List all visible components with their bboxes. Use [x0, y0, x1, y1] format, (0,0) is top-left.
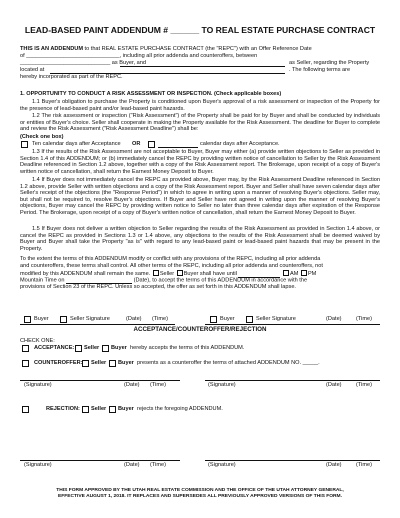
intro-line-5: hereby incorporated as part of the REPC.: [20, 74, 123, 80]
conflict-text-3: modified by this ADDENDUM shall remain the same.: [20, 271, 151, 277]
paragraph-1-3: 1.3 If the results of the Risk Assessment are not acceptable to Buyer, Buyer may either (a) provide written objections to Seller as provided in Section 1.4 of this ADDENDUM; or (b) immediately cancel the REPC by providing written notice of cancellation to Seller by the Risk Assessment Deadline referenced in Section 1.2 above, together with a copy of the Risk Assessment report. The Brokerage, upon receipt of a copy of Buyer's written notice of cancellation, shall return the Earnest Money Deposit to Buyer.: [20, 149, 380, 175]
sig-time-right: (Time): [356, 316, 372, 322]
rejection-buyer-checkbox[interactable]: [109, 406, 116, 413]
intro-located-label: located at: [20, 67, 45, 73]
acceptance-checkbox[interactable]: [22, 345, 29, 352]
offer-buyer-checkbox[interactable]: [177, 270, 183, 276]
offer-signature-line-left[interactable]: [20, 324, 175, 325]
sig-buyer-label-left: Buyer: [34, 316, 49, 322]
mountain-time-label: Mountain Time on: [20, 277, 65, 284]
intro-buyer-line: _____________________________ as Buyer, and: [20, 60, 146, 66]
sig-seller-signature-right: Seller Signature: [256, 316, 296, 322]
conflict-line-4: [20, 277, 307, 284]
conflict-line-5: provisions of Section 23 of the REPC. Unless so accepted, the offer as set forth in this ADDENDUM shall lapse.: [20, 284, 296, 290]
conflict-text-4: (Date), to accept the terms of this ADDENDUM in accordance with the: [133, 277, 308, 284]
deadline-custom-checkbox[interactable]: [148, 141, 155, 148]
deadline-custom-label: calendar days after Acceptance.: [200, 141, 280, 147]
rej-time-right: (Time): [356, 462, 372, 468]
acceptance-label: ACCEPTANCE:: [34, 345, 75, 351]
offer-seller-checkbox[interactable]: [153, 270, 159, 276]
counteroffer-buyer-label: Buyer: [118, 360, 134, 366]
seller-name-field[interactable]: [120, 66, 285, 67]
check-one-label: (Check one box): [20, 134, 64, 140]
acceptance-buyer-checkbox[interactable]: [102, 345, 109, 352]
offer-date-field[interactable]: [66, 277, 132, 284]
pm-checkbox[interactable]: [301, 270, 307, 276]
intro-seller-label: as Seller, regarding the Property: [289, 60, 370, 66]
rejection-signature-line-left[interactable]: [20, 460, 180, 461]
conflict-line-1: To the extent the terms of this ADDENDUM modify or conflict with any provisions of the REPC, including all prior addenda: [20, 256, 321, 262]
co-time-right: (Time): [356, 382, 372, 388]
sig-buyer-checkbox-left[interactable]: [24, 316, 31, 323]
intro-line-1: [20, 46, 312, 53]
footer-line-2: EFFECTIVE AUGUST 1, 2018. IT REPLACES AND SUPERSEDES ALL PREVIOUSLY APPROVED VERSIONS OF THIS FORM.: [58, 494, 342, 499]
rej-signature-right: (Signature): [208, 462, 236, 468]
rej-date-left: (Date): [124, 462, 140, 468]
offer-seller-label: Seller: [159, 271, 175, 277]
sig-buyer-label-right: Buyer: [220, 316, 235, 322]
offer-deadline-text: Buyer shall have until: [183, 271, 237, 277]
am-label: AM: [290, 271, 299, 277]
sig-seller-checkbox-left[interactable]: [60, 316, 67, 323]
rejection-signature-line-right[interactable]: [205, 460, 380, 461]
pm-label: PM: [307, 271, 317, 277]
rej-date-right: (Date): [326, 462, 342, 468]
deadline-ten-days-label: Ten calendar days after Acceptance: [32, 141, 121, 147]
co-time-left: (Time): [150, 382, 166, 388]
acceptance-buyer-label: Buyer: [111, 345, 127, 351]
sig-seller-checkbox-right[interactable]: [246, 316, 253, 323]
counteroffer-checkbox[interactable]: [22, 360, 29, 367]
co-signature-right: (Signature): [208, 382, 236, 388]
rej-signature-left: (Signature): [24, 462, 52, 468]
acceptance-seller-checkbox[interactable]: [75, 345, 82, 352]
deadline-ten-days-checkbox[interactable]: [21, 141, 28, 148]
intro-lead: THIS IS AN ADDENDUM: [20, 46, 83, 52]
counteroffer-seller-label: Seller: [91, 360, 107, 366]
rej-time-left: (Time): [150, 462, 166, 468]
acceptance-heading: ACCEPTANCE/COUNTEROFFER/REJECTION: [133, 326, 267, 333]
counteroffer-signature-line-left[interactable]: [20, 380, 180, 381]
deadline-days-field[interactable]: [158, 147, 198, 148]
counteroffer-signature-line-right[interactable]: [205, 380, 380, 381]
paragraph-1-2: 1.2 The risk assessment or inspection ("Risk Assessment") of the Property shall be paid for by Buyer and shall be conducted by individuals or entities of Buyer's choice. Seller shall cooperate in making the Property available for the Risk Assessment. The deadline for Buyer to complete and review the Risk Assessment ("Risk Assessment Deadline") shall be:: [20, 113, 380, 133]
sig-date-right: (Date): [326, 316, 342, 322]
rejection-label: REJECTION:: [46, 406, 80, 412]
counteroffer-seller-checkbox[interactable]: [82, 360, 89, 367]
acceptance-seller-label: Seller: [84, 345, 100, 351]
counteroffer-text: presents as a counteroffer the terms of attached ADDENDUM NO. _____.: [137, 360, 320, 366]
sig-seller-signature-left: Seller Signature: [70, 316, 110, 322]
rejection-text: rejects the foregoing ADDENDUM.: [137, 406, 223, 412]
intro-line-2: of ______________________________, including all prior addenda and counteroffers, between: [20, 53, 258, 59]
co-signature-left: (Signature): [24, 382, 52, 388]
rejection-seller-checkbox[interactable]: [82, 406, 89, 413]
counteroffer-label: COUNTEROFFER:: [34, 360, 83, 366]
check-one-choice-label: CHECK ONE:: [20, 338, 55, 344]
paragraph-1-4: 1.4 If Buyer does not immediately cancel the REPC as provided above, Buyer may, by the Risk Assessment Deadline referenced in Section 1.2 above, provide Seller with written objections and a copy of the Risk Assessment report. Buyer and Seller shall have seven calendar days after Seller's receipt of the objections (the "Response Period") in which to agree in writing upon a manner of resolving Buyer's objections. Seller may, but shall not be required to, resolve Buyer's objections. If Buyer and Seller have not agreed in writing upon the manner of resolving Buyer's objections, Buyer may cancel the REPC by providing written notice to Seller no later than three calendar days after expiration of the Response Period. The Brokerage, upon receipt of a copy of Buyer's written notice of cancellation, shall return the Earnest Money Deposit to Buyer.: [20, 177, 380, 216]
rejection-checkbox[interactable]: [22, 406, 29, 413]
counteroffer-buyer-checkbox[interactable]: [109, 360, 116, 367]
paragraph-1-1: 1.1 Buyer's obligation to purchase the Property is conditioned upon Buyer's approval of a risk assessment or inspection of the Property for the presence of lead-based paint and/or lead-based paint hazards.: [20, 99, 380, 112]
am-checkbox[interactable]: [283, 270, 289, 276]
sig-date-left: (Date): [126, 316, 142, 322]
co-date-left: (Date): [124, 382, 140, 388]
rejection-buyer-label: Buyer: [118, 406, 134, 412]
paragraph-1-5: 1.5 If Buyer does not deliver a written objection to Seller regarding the results of the Risk Assessment as provided in Section 1.4 above, or cancel the REPC as provided in Sections 1.3 or 1.4 above, any objections to the results of the Risk Assessment shall be deemed waived by Buyer and Buyer shall take the Property "as is" with regard to any lead-based paint or lead-based paint hazards that may be present in the Property.: [20, 226, 380, 252]
footer-line-1: THIS FORM APPROVED BY THE UTAH REAL ESTATE COMMISSION AND THE OFFICE OF THE UTAH ATTORNEY GENERAL,: [56, 488, 344, 493]
section-1-heading: 1. OPPORTUNITY TO CONDUCT A RISK ASSESSMENT OR INSPECTION. (Check applicable boxes): [20, 91, 282, 97]
acceptance-text: hereby accepts the terms of this ADDENDUM.: [130, 345, 245, 351]
co-date-right: (Date): [326, 382, 342, 388]
conflict-line-2: and counteroffers, these terms shall control. All other terms of the REPC, including all prior addenda and counteroffers, not: [20, 263, 323, 269]
intro-terms-text: . The following terms are: [289, 67, 351, 73]
rejection-seller-label: Seller: [91, 406, 107, 412]
page-title: LEAD-BASED PAINT ADDENDUM # ______ TO REAL ESTATE PURCHASE CONTRACT: [24, 25, 376, 35]
or-label: OR: [132, 141, 141, 147]
sig-time-left: (Time): [152, 316, 168, 322]
intro-text-1: to that REAL ESTATE PURCHASE CONTRACT (the "REPC") with an Offer Reference Date: [84, 46, 312, 52]
offer-signature-line-right[interactable]: [205, 324, 380, 325]
sig-buyer-checkbox-right[interactable]: [210, 316, 217, 323]
